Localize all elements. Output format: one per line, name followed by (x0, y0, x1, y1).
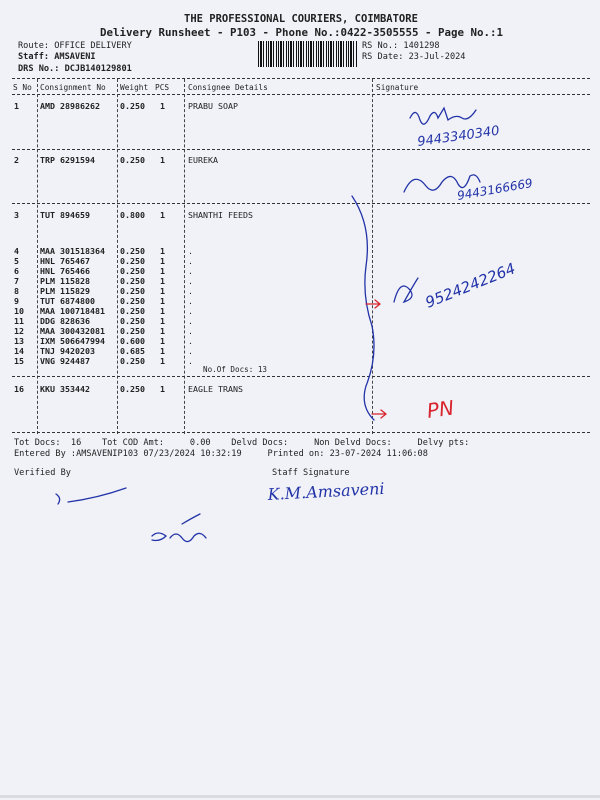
signature-scribble (394, 278, 418, 302)
drs-number: DRS No.: DCJB140129801 (18, 64, 132, 74)
col-sno: S No (13, 83, 32, 92)
rs-date: RS Date: 23-Jul-2024 (362, 52, 466, 62)
signature-scribble (410, 108, 476, 124)
group-doc-count: No.Of Docs: 13 (203, 365, 268, 374)
handwritten-phone: 9524242264 (422, 259, 518, 312)
signature-scribble (56, 488, 126, 504)
runsheet-subtitle: Delivery Runsheet - P103 - Phone No.:0422-3505555 - Page No.:1 (100, 26, 504, 39)
col-consignment: Consignment No (40, 83, 106, 92)
staff-signature-label: Staff Signature (272, 468, 350, 478)
scan-edge (0, 795, 600, 798)
red-initials: PN (425, 395, 456, 423)
col-pcs: PCS (155, 83, 170, 92)
staff-label: Staff: AMSAVENI (18, 52, 96, 62)
route-label: Route: OFFICE DELIVERY (18, 41, 132, 51)
company-name: THE PROFESSIONAL COURIERS, COIMBATORE (184, 13, 418, 25)
handwritten-phone: 9443166669 (456, 175, 534, 203)
col-signature: Signature (376, 83, 419, 92)
entered-by-line: Entered By :AMSAVENIP103 07/23/2024 10:32:19 Printed on: 23-07-2024 11:06:08 (14, 449, 428, 459)
verified-by-label: Verified By (14, 468, 71, 478)
runsheet-page: THE PROFESSIONAL COURIERS, COIMBATORE Delivery Runsheet - P103 - Phone No.:0422-3505555 - Page No.:1 Route: OFFICE DELIVERY Staff: AMSAVENI DRS No.: DCJB140129801 RS No.: 1401298 RS Date: 23-Jul-2024 S No Consignment No Weight PCS Consignee Details Signature 1 AMD 28986262 0.250 1 PRABU SOAP 2 TRP 6291594 0.250 1 EUREKA 3 TUT 894659 0.800 1 SHANTHI FEEDS 4 MAA 301518364 0.250 1 . 5 HNL 765467 0.250 1 . 6 HNL 765466 0.250 1 . 7 PLM 115828 0.250 1 . 8 PLM 115829 0.250 1 . 9 TUT 6874800 0.250 1 . 10 MAA 100718481 0.250 1 . 11 DDG 828636 0.250 1 . 12 MAA 300432081 0.250 1 . 13 IXM 506647994 0.600 1 . 14 TNJ 9420203 0.685 1 . 15 VNG 924487 0.250 1 . No.Of Docs: 13 16 KKU 353442 0.250 1 EAGLE TRANS Tot Docs: 16 Tot COD Amt: 0.00 Delvd Docs: Non Delvd Docs: Delvy pts: Entered By :AMSAVENIP103 07/23/2024 10:32:19 Printed on: 23-07-2024 11:06:08 Verified By Staff Signature 9443340340 9443166669 9524242264 K.M.Amsaveni PN (0, 0, 600, 800)
red-arrow (366, 300, 380, 308)
col-details: Consignee Details (188, 83, 268, 92)
rs-number: RS No.: 1401298 (362, 41, 440, 51)
red-arrow (372, 410, 386, 418)
staff-handwritten-signature: K.M.Amsaveni (267, 478, 385, 504)
signature-scribble (152, 514, 206, 542)
totals-line: Tot Docs: 16 Tot COD Amt: 0.00 Delvd Docs: Non Delvd Docs: Delvy pts: (14, 438, 470, 448)
handwritten-phone: 9443340340 (416, 123, 501, 150)
bracket-line (352, 196, 374, 420)
col-weight: Weight (120, 83, 149, 92)
